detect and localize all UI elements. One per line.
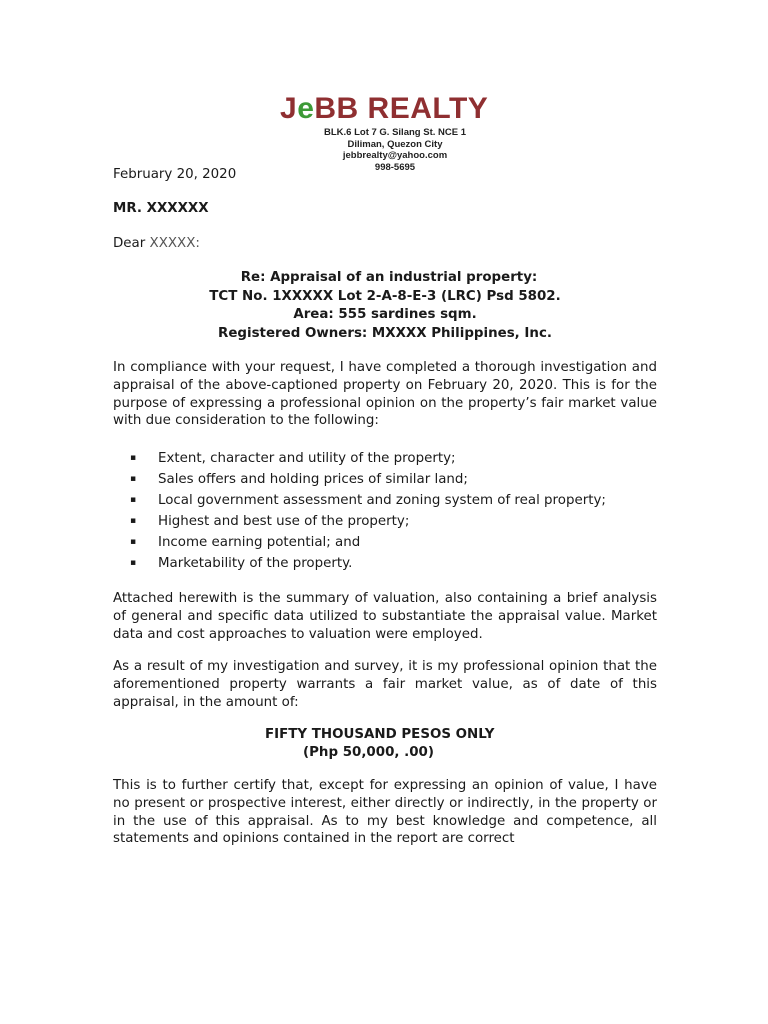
list-item: ▪ Marketability of the property. xyxy=(130,556,353,572)
phone-line: 998-5695 xyxy=(374,161,416,173)
letter-date: February 20, 2020 xyxy=(113,167,237,182)
amount-block xyxy=(265,726,494,762)
subject-block xyxy=(113,269,657,343)
amount-figures: (Php 50,000, .00) xyxy=(303,745,434,760)
salutation: Dear XXXXX: xyxy=(113,236,200,251)
company-address xyxy=(310,127,480,173)
company-logo: JeBB REALTY xyxy=(280,92,489,125)
list-item: ▪ Local government assessment and zoning system of real property; xyxy=(130,493,606,509)
valuation-paragraph: Attached herewith is the summary of valuation, also containing a brief analysis of general and specific data utilized to substantiate the appraisal value. Market data and cost approaches to valuation were employed. xyxy=(113,591,657,642)
consideration-list xyxy=(130,448,606,575)
letterhead xyxy=(280,92,495,173)
subject-line: Re: Appraisal of an industrial property: xyxy=(240,270,538,285)
address-line: Diliman, Quezon City xyxy=(347,138,443,150)
list-item: ▪ Extent, character and utility of the property; xyxy=(130,451,456,466)
title-line: TCT No. 1XXXXX Lot 2-A-8-E-3 (LRC) Psd 5802. xyxy=(209,288,561,304)
opinion-paragraph: As a result of my investigation and survey, it is my professional opinion that the aforementioned property warrants a fair market value, as of date of this appraisal, in the amount of: xyxy=(113,659,657,710)
intro-paragraph: In compliance with your request, I have completed a thorough investigation and appraisal of the above-captioned property on February 20, 2020. This is for the purpose of expressing a professional opinion on the property’s fair market value with due consideration to the following: xyxy=(113,360,657,429)
area-line: Area: 555 sardines sqm. xyxy=(293,307,477,322)
list-item: ▪ Sales offers and holding prices of similar land; xyxy=(130,472,468,488)
owners-line: Registered Owners: MXXXX Philippines, Inc. xyxy=(218,325,552,341)
email-line: jebbrealty@yahoo.com xyxy=(342,150,448,162)
list-item: ▪ Income earning potential; and xyxy=(130,535,361,551)
recipient: MR. XXXXXX xyxy=(113,201,209,216)
list-item: ▪ Highest and best use of the property; xyxy=(130,514,410,530)
certification-paragraph: This is to further certify that, except for expressing an opinion of value, I have no present or prospective interest, either directly or indirectly, in the property or in the use of this appraisal. As to my best knowledge and competence, all statements and opinions contained in the report are correct xyxy=(113,778,657,847)
amount-words: FIFTY THOUSAND PESOS ONLY xyxy=(265,727,495,742)
address-line: BLK.6 Lot 7 G. Silang St. NCE 1 xyxy=(324,127,466,138)
